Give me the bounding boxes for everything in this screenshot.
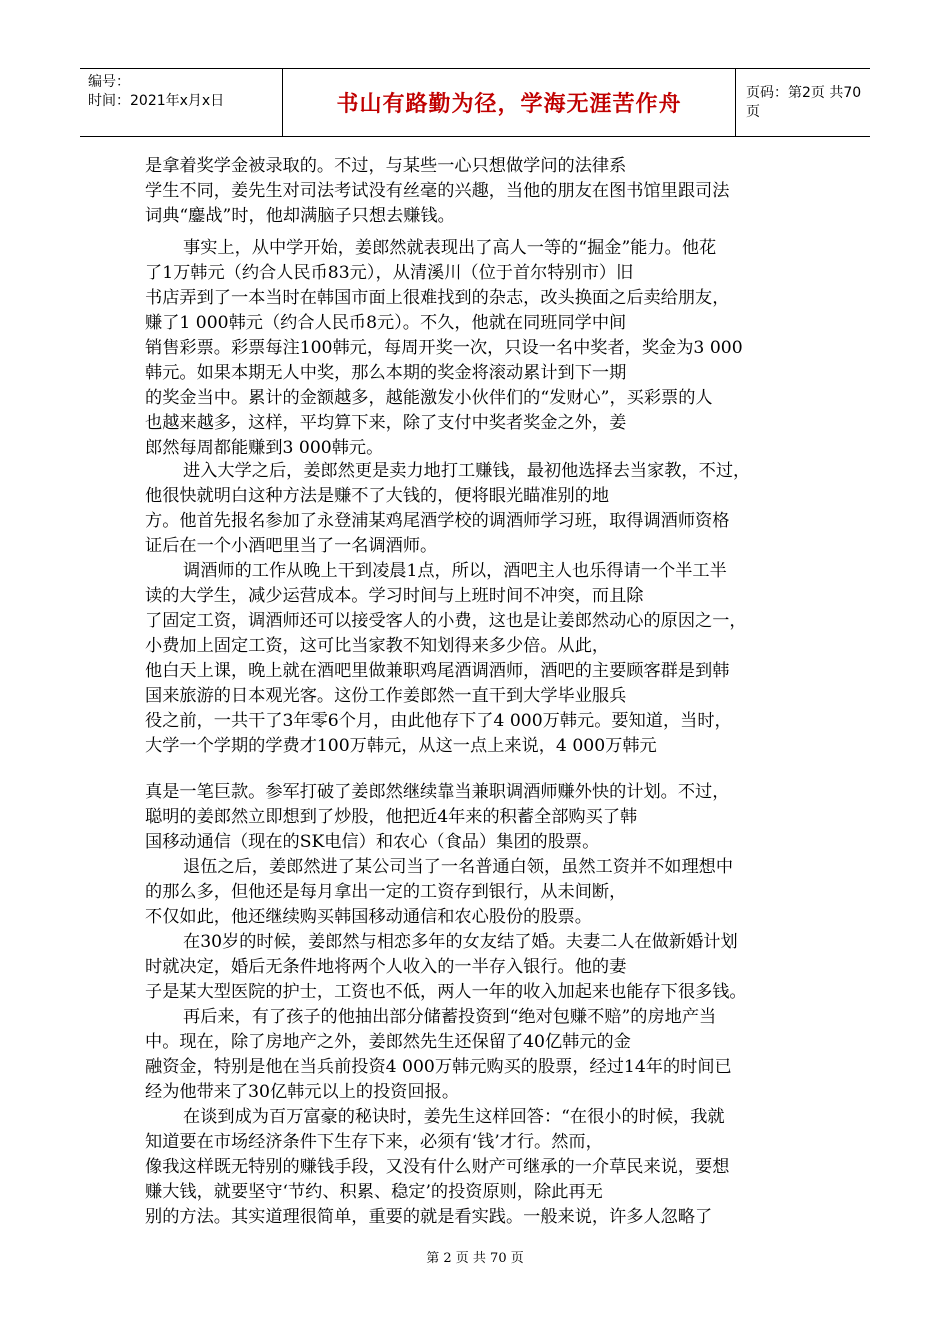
body-line: 赚大钱，就要坚守‘节约、积累、稳定’的投资原则，除此再无 bbox=[145, 1182, 603, 1202]
body-line: 事实上，从中学开始，姜郎然就表现出了高人一等的“掘金”能力。他花 bbox=[183, 238, 717, 258]
body-line: 经为他带来了30亿韩元以上的投资回报。 bbox=[145, 1082, 460, 1102]
body-line: 不仅如此，他还继续购买韩国移动通信和农心股份的股票。 bbox=[145, 907, 592, 927]
header-motto-cell bbox=[283, 69, 736, 136]
page-number-label: 页码：第2页 共70页 bbox=[746, 84, 862, 120]
body-line: 大学一个学期的学费才100万韩元，从这一点上来说，4 000万韩元 bbox=[145, 736, 657, 756]
body-line: 了固定工资，调酒师还可以接受客人的小费，这也是让姜郎然动心的原因之一， bbox=[145, 611, 747, 631]
body-line: 在谈到成为百万富豪的秘诀时，姜先生这样回答：“在很小的时候，我就 bbox=[183, 1107, 725, 1127]
body-line: 国来旅游的日本观光客。这份工作姜郎然一直干到大学毕业服兵 bbox=[145, 686, 627, 706]
body-line: 退伍之后，姜郎然进了某公司当了一名普通白领，虽然工资并不如理想中 bbox=[183, 857, 734, 877]
body-line: 融资金，特别是他在当兵前投资4 000万韩元购买的股票，经过14年的时间已 bbox=[145, 1057, 732, 1077]
body-line: 郎然每周都能赚到3 000韩元。 bbox=[145, 438, 384, 458]
body-line: 书店弄到了一本当时在韩国市面上很难找到的杂志，改头换面之后卖给朋友， bbox=[145, 288, 730, 308]
body-line: 像我这样既无特别的赚钱手段，又没有什么财产可继承的一介草民来说，要想 bbox=[145, 1157, 730, 1177]
body-line: 读的大学生，减少运营成本。学习时间与上班时间不冲突，而且除 bbox=[145, 586, 644, 606]
body-line: 词典“鏖战”时，他却满脑子只想去赚钱。 bbox=[145, 206, 455, 226]
body-line: 小费加上固定工资，这可比当家教不知划得来多少倍。从此， bbox=[145, 636, 610, 656]
body-line: 也越来越多，这样，平均算下来，除了支付中奖者奖金之外，姜 bbox=[145, 413, 627, 433]
body-line: 赚了1 000韩元（约合人民币8元）。不久，他就在同班同学中间 bbox=[145, 313, 627, 333]
page-footer: 第 2 页 共 70 页 bbox=[426, 1251, 524, 1266]
body-line: 中。现在，除了房地产之外，姜郎然先生还保留了40亿韩元的金 bbox=[145, 1032, 631, 1052]
body-line: 再后来，有了孩子的他抽出部分储蓄投资到“绝对包赚不赔”的房地产当 bbox=[183, 1007, 717, 1027]
body-line: 知道要在市场经济条件下生存下来，必须有‘钱’才行。然而， bbox=[145, 1132, 603, 1152]
body-line: 聪明的姜郎然立即想到了炒股，他把近4年来的积蓄全部购买了韩 bbox=[145, 807, 638, 827]
document-number-label: 编号： bbox=[88, 74, 130, 90]
motto: 书山有路勤为径，学海无涯苦作舟 bbox=[336, 92, 682, 117]
body-line: 证后在一个小酒吧里当了一名调酒师。 bbox=[145, 536, 438, 556]
body-line: 役之前，一共干了3年零6个月，由此他存下了4 000万韩元。要知道，当时， bbox=[145, 711, 732, 731]
body-line: 韩元。如果本期无人中奖，那么本期的奖金将滚动累计到下一期 bbox=[145, 363, 627, 383]
date-label: 时间：2021年x月x日 bbox=[88, 93, 225, 109]
body-line: 别的方法。其实道理很简单，重要的就是看实践。一般来说，许多人忽略了 bbox=[145, 1207, 713, 1227]
body-line: 销售彩票。彩票每注100韩元，每周开奖一次，只设一名中奖者，奖金为3 000 bbox=[145, 338, 743, 358]
body-line: 调酒师的工作从晚上干到凌晨1点，所以，酒吧主人也乐得请一个半工半 bbox=[183, 561, 727, 581]
body-line: 进入大学之后，姜郎然更是卖力地打工赚钱，最初他选择去当家教，不过， bbox=[183, 461, 751, 481]
header-meta bbox=[80, 69, 283, 136]
header-page-cell bbox=[736, 69, 870, 136]
body-line: 时就决定，婚后无条件地将两个人收入的一半存入银行。他的妻 bbox=[145, 957, 627, 977]
body-line: 国移动通信（现在的SK电信）和农心（食品）集团的股票。 bbox=[145, 832, 600, 852]
body-line: 是拿着奖学金被录取的。不过，与某些一心只想做学问的法律系 bbox=[145, 156, 627, 176]
body-line: 子是某大型医院的护士，工资也不低，两人一年的收入加起来也能存下很多钱。 bbox=[145, 982, 747, 1002]
body-line: 的那么多，但他还是每月拿出一定的工资存到银行，从未间断， bbox=[145, 882, 627, 902]
body-line: 方。他首先报名参加了永登浦某鸡尾酒学校的调酒师学习班，取得调酒师资格 bbox=[145, 511, 730, 531]
body-line: 在30岁的时候，姜郎然与相恋多年的女友结了婚。夫妻二人在做新婚计划 bbox=[183, 932, 738, 952]
page-header bbox=[80, 68, 870, 137]
body-line: 的奖金当中。累计的金额越多，越能激发小伙伴们的“发财心”，买彩票的人 bbox=[145, 388, 713, 408]
body-line: 学生不同，姜先生对司法考试没有丝毫的兴趣，当他的朋友在图书馆里跟司法 bbox=[145, 181, 730, 201]
body-line: 真是一笔巨款。参军打破了姜郎然继续靠当兼职调酒师赚外快的计划。不过， bbox=[145, 782, 730, 802]
body-line: 了1万韩元（约合人民币83元），从清溪川（位于首尔特别市）旧 bbox=[145, 263, 634, 283]
body-line: 他白天上课，晚上就在酒吧里做兼职鸡尾酒调酒师，酒吧的主要顾客群是到韩 bbox=[145, 661, 730, 681]
body-line: 他很快就明白这种方法是赚不了大钱的，便将眼光瞄准别的地 bbox=[145, 486, 610, 506]
